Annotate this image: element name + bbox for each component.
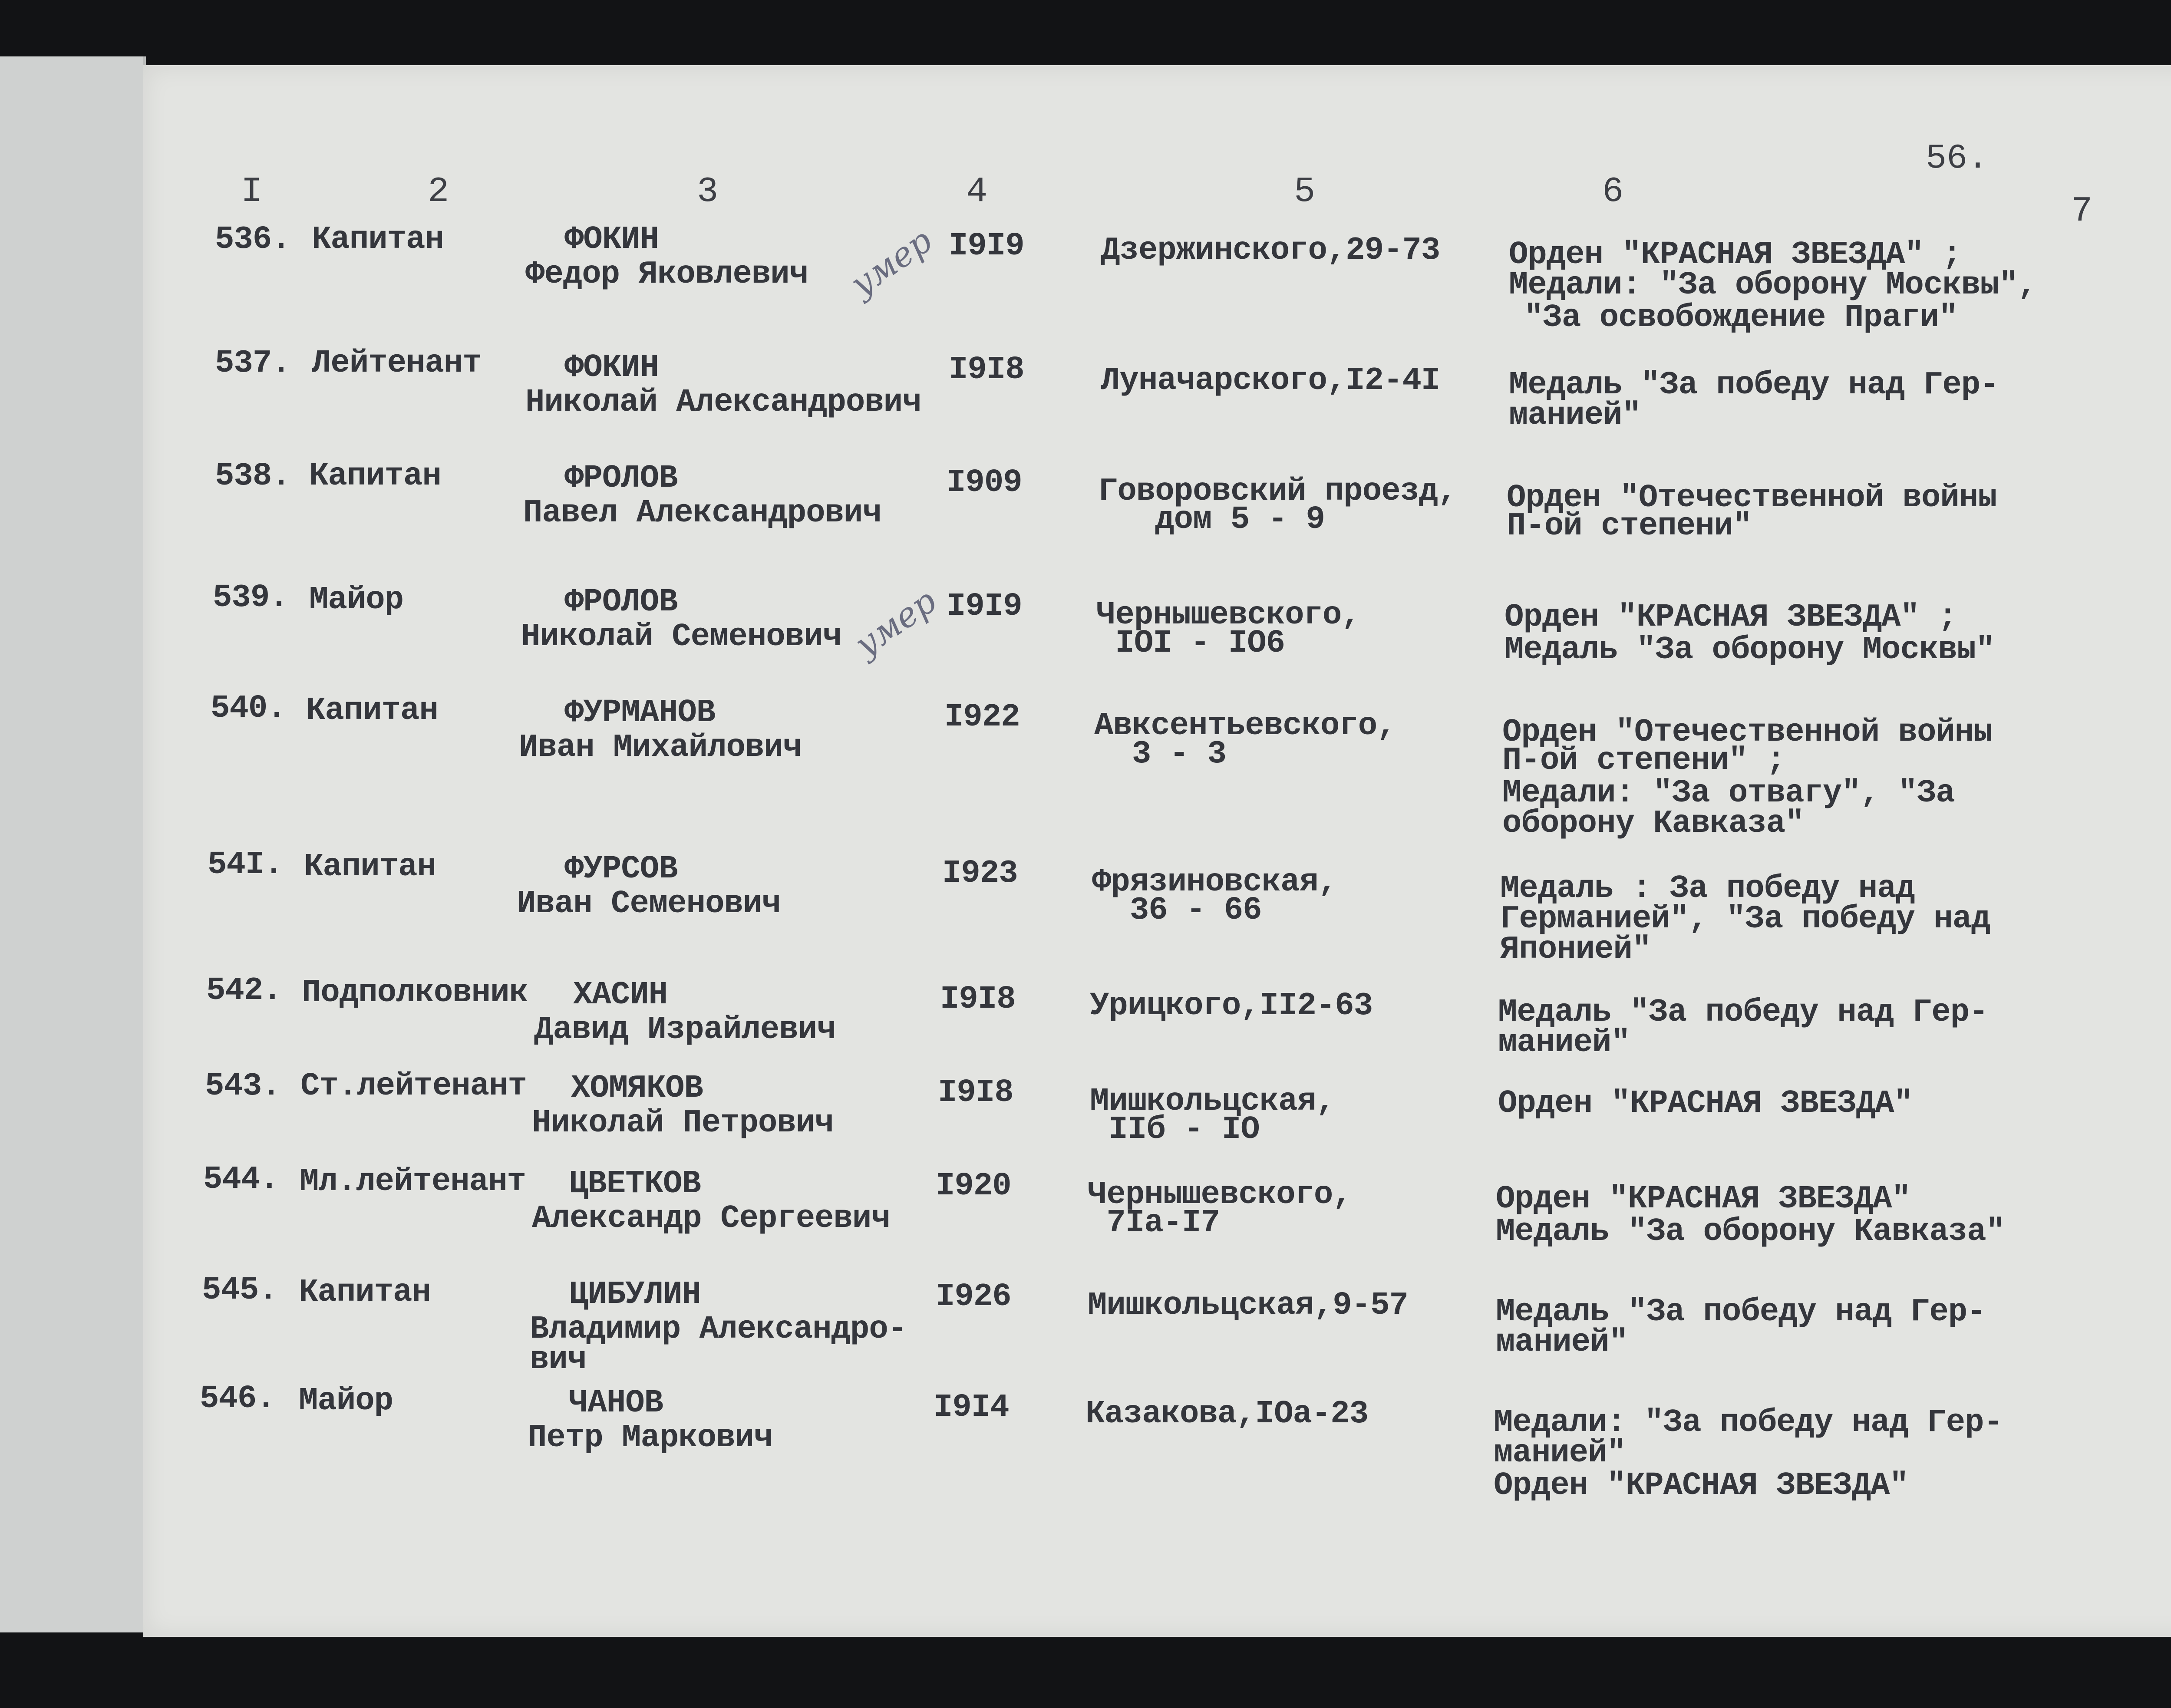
award-line: Медали: "За оборону Москвы", xyxy=(1509,267,2037,303)
address: Чернышевского, xyxy=(1096,597,1360,633)
column-number-5: 5 xyxy=(1294,171,1316,212)
award-line: П-ой степени" ; xyxy=(1502,742,1785,779)
address: IOI - IO6 xyxy=(1096,625,1285,662)
entry-number: 544. xyxy=(203,1161,279,1198)
address: дом 5 - 9 xyxy=(1099,501,1325,538)
award-line: Медаль : За победу над xyxy=(1500,870,1915,907)
rank: Капитан xyxy=(299,1274,431,1311)
birth-year: I9I4 xyxy=(934,1389,1009,1426)
entry-number: 540. xyxy=(211,690,286,727)
award-line: Германией", "За победу над xyxy=(1500,901,1990,937)
address: Луначарского,I2-4I xyxy=(1101,363,1440,399)
left-page-edge xyxy=(0,56,146,1632)
address: Дзержинского,29-73 xyxy=(1101,232,1440,269)
given-names: Иван Семенович xyxy=(517,886,781,922)
award-line: манией" xyxy=(1494,1435,1626,1471)
address: Казакова,IOа-23 xyxy=(1086,1396,1369,1432)
column-number-7: 7 xyxy=(2071,191,2093,231)
handwritten-note: умер xyxy=(848,581,944,665)
column-number-2: 2 xyxy=(428,171,449,212)
award-line: Орден "Отечественной войны xyxy=(1507,480,1997,516)
award-line: Орден "КРАСНАЯ ЗВЕЗДА" xyxy=(1498,1085,1913,1122)
entry-number: 545. xyxy=(202,1272,277,1309)
address: Чернышевского, xyxy=(1088,1177,1352,1213)
given-names: Павел Александрович xyxy=(523,495,881,531)
address: IIб - IO xyxy=(1090,1111,1260,1148)
rank: Капитан xyxy=(309,458,441,495)
surname: ФУРСОВ xyxy=(564,851,678,887)
given-names: Иван Михайлович xyxy=(519,729,802,766)
page-number: 56. xyxy=(1926,139,1989,178)
birth-year: I9I8 xyxy=(949,352,1024,388)
rank: Капитан xyxy=(304,849,436,885)
birth-year: I9I9 xyxy=(949,228,1024,264)
rank: Ст.лейтенант xyxy=(300,1068,527,1105)
entry-number: 546. xyxy=(200,1381,275,1417)
rank: Майор xyxy=(299,1383,393,1419)
award-line: Медаль "За победу над Гер- xyxy=(1509,367,1999,403)
entry-number: 542. xyxy=(206,973,282,1009)
surname: ФУРМАНОВ xyxy=(564,695,716,731)
column-number-4: 4 xyxy=(966,171,988,212)
entry-number: 539. xyxy=(213,580,288,616)
entry-number: 543. xyxy=(205,1068,280,1105)
birth-year: I909 xyxy=(947,465,1022,501)
column-number-6: 6 xyxy=(1602,171,1624,212)
column-number-1: I xyxy=(241,171,263,212)
award-line: Орден "КРАСНАЯ ЗВЕЗДА" ; xyxy=(1505,599,1957,636)
rank: Лейтенант xyxy=(312,345,482,382)
surname: ФРОЛОВ xyxy=(564,584,678,620)
award-line: Медаль "За победу над Гер- xyxy=(1498,994,1988,1031)
surname: ФРОЛОВ xyxy=(564,460,678,497)
entry-number: 536. xyxy=(215,221,290,258)
award-line: Медали: "За победу над Гер- xyxy=(1494,1405,2003,1441)
award-line: П-ой степени" xyxy=(1507,508,1752,544)
rank: Мл.лейтенант xyxy=(300,1164,526,1200)
award-line: манией" xyxy=(1498,1025,1630,1061)
rank: Майор xyxy=(309,582,404,618)
address: Фрязиновская, xyxy=(1092,864,1337,900)
award-line: Медаль "За оборону Москвы" xyxy=(1505,632,1995,668)
award-line: Орден "КРАСНАЯ ЗВЕЗДА" xyxy=(1496,1181,1910,1217)
birth-year: I920 xyxy=(936,1168,1011,1204)
award-line: Орден "КРАСНАЯ ЗВЕЗДА" ; xyxy=(1509,237,1961,273)
column-number-3: 3 xyxy=(697,171,719,212)
given-names: Александр Сергеевич xyxy=(532,1200,890,1237)
surname: ХАСИН xyxy=(573,977,668,1013)
address: Авксентьевского, xyxy=(1094,708,1396,744)
birth-year: I926 xyxy=(936,1279,1011,1315)
award-line: Орден "Отечественной войны xyxy=(1502,714,1993,751)
award-line: оборону Кавказа" xyxy=(1502,805,1804,842)
rank: Капитан xyxy=(306,692,438,729)
given-names: Федор Яковлевич xyxy=(525,256,808,293)
entry-number: 54I. xyxy=(208,847,283,883)
address: 36 - 66 xyxy=(1092,892,1262,929)
surname: ЧАНОВ xyxy=(569,1385,663,1421)
birth-year: I923 xyxy=(942,855,1018,892)
surname: ФОКИН xyxy=(564,221,659,258)
entry-number: 537. xyxy=(215,345,290,382)
birth-year: I9I8 xyxy=(938,1075,1013,1111)
award-line: Медаль "За победу над Гер- xyxy=(1496,1294,1986,1330)
surname: ЦИБУЛИН xyxy=(569,1276,701,1313)
given-names: вич xyxy=(530,1342,587,1378)
address: Мишкольцская, xyxy=(1090,1083,1335,1120)
rank: Капитан xyxy=(312,221,444,258)
address: Мишкольцская,9-57 xyxy=(1088,1287,1408,1324)
address: 7Iа-I7 xyxy=(1088,1205,1220,1241)
address: Урицкого,II2-63 xyxy=(1090,988,1373,1024)
given-names: Николай Александрович xyxy=(525,384,921,421)
address: 3 - 3 xyxy=(1094,736,1226,772)
handwritten-note: умер xyxy=(843,221,940,304)
surname: ФОКИН xyxy=(564,350,659,386)
award-line: Японией" xyxy=(1500,931,1651,968)
surname: ЦВЕТКОВ xyxy=(569,1166,701,1202)
award-line: Медаль "За оборону Кавказа" xyxy=(1496,1213,2005,1250)
rank: Подполковник xyxy=(302,975,528,1011)
given-names: Владимир Александро- xyxy=(530,1311,907,1348)
award-line: Медали: "За отвагу", "За xyxy=(1502,775,1955,811)
birth-year: I9I9 xyxy=(947,588,1022,625)
award-line: манией" xyxy=(1509,397,1641,434)
award-line: Орден "КРАСНАЯ ЗВЕЗДА" xyxy=(1494,1467,1908,1504)
given-names: Николай Петрович xyxy=(532,1105,834,1141)
given-names: Николай Семенович xyxy=(521,619,841,655)
entry-number: 538. xyxy=(215,458,290,495)
surname: ХОМЯКОВ xyxy=(571,1070,703,1107)
award-line: "За освобождение Праги" xyxy=(1524,300,1958,336)
given-names: Петр Маркович xyxy=(528,1420,773,1456)
given-names: Давид Израйлевич xyxy=(534,1012,836,1048)
birth-year: I9I8 xyxy=(940,981,1016,1018)
birth-year: I922 xyxy=(944,699,1020,735)
address: Говоровский проезд, xyxy=(1099,473,1457,510)
award-line: манией" xyxy=(1496,1324,1628,1361)
